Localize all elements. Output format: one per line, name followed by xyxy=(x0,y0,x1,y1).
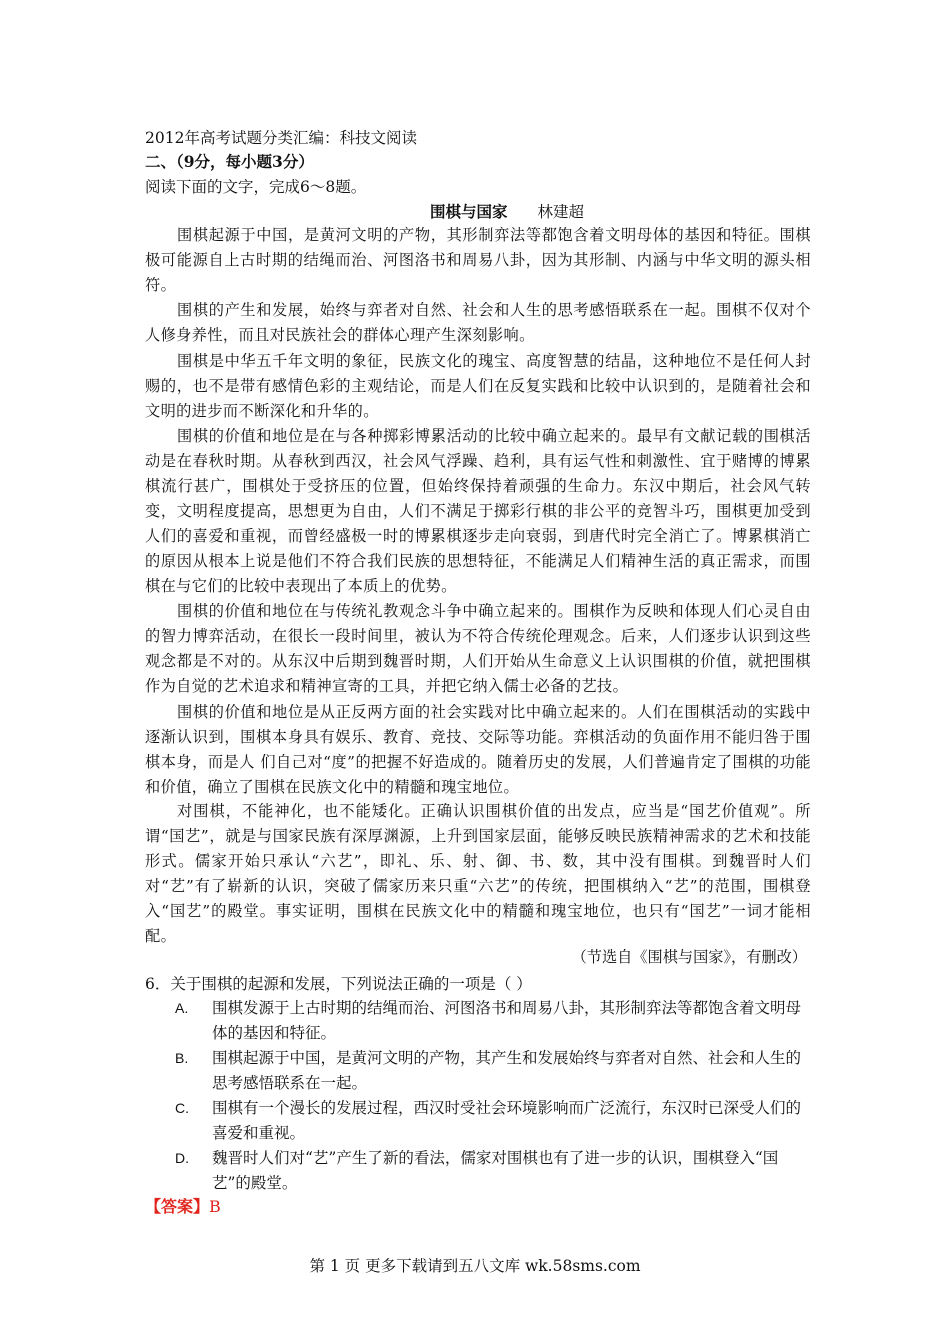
option-letter: B. xyxy=(175,1050,189,1066)
paragraph-6: 围棋的价值和地位是从正反两方面的社会实践对比中确立起来的。人们在围棋活动的实践中逐渐认识到，围棋本身具有娱乐、教育、竞技、交际等功能。弈棋活动的负面作用不能归咎于围棋本身，而是人 们自己对“度”的把握不好造成的。随着历史的发展，人们普遍肯定了围棋的功能和价值，确立了围棋在民族文化中的精髓和瑰宝地位。 xyxy=(145,703,811,796)
article-title-line xyxy=(430,202,584,222)
article-author: 林建超 xyxy=(537,203,585,221)
option-c xyxy=(175,1096,815,1146)
paragraph-1: 围棋起源于中国，是黄河文明的产物，其形制弈法等都饱含着文明母体的基因和特征。围棋极可能源自上古时期的结绳而治、河图洛书和周易八卦，因为其形制、内涵与中华文明的源头相符。 xyxy=(145,226,811,294)
paragraph-3: 围棋是中华五千年文明的象征，民族文化的瑰宝、高度智慧的结晶，这种地位不是任何人封赐的，也不是带有感情色彩的主观结论，而是人们在反复实践和比较中认识到的，是随着社会和文明的进步而不断深化和升华的。 xyxy=(145,352,811,420)
answer-value: B xyxy=(209,1197,221,1216)
option-text: 围棋起源于中国，是黄河文明的产物，其产生和发展始终与弈者对自然、社会和人生的思考感悟联系在一起。 xyxy=(212,1049,802,1092)
option-text: 围棋发源于上古时期的结绳而治、河图洛书和周易八卦，其形制弈法等都饱含着文明母体的基因和特征。 xyxy=(212,999,802,1042)
option-letter: C. xyxy=(175,1100,189,1116)
paragraph-4: 围棋的价值和地位是在与各种掷彩博累活动的比较中确立起来的。最早有文献记载的围棋活动是在春秋时期。从春秋到西汉，社会风气浮躁、趋利，具有运气性和刺激性、宜于赌博的博累棋流行甚广，围棋处于受挤压的位置，但始终保持着顽强的生命力。东汉中期后，社会风气转变，文明程度提高，思想更为自由，人们不满足于掷彩行棋的非公平的竞智斗巧，围棋更加受到人们的喜爱和重视，而曾经盛极一时的博累棋逐步走向衰弱，到唐代时完全消亡了。博累棋消亡的原因从根本上说是他们不符合我们民族的思想特征，不能满足人们精神生活的真正需求，而围棋在与它们的比较中表现出了本质上的优势。 xyxy=(145,427,811,595)
answer-line xyxy=(145,1197,221,1217)
section-heading: 二、（9分，每小题3分） xyxy=(145,152,314,171)
paragraph-5: 围棋的价值和地位在与传统礼教观念斗争中确立起来的。围棋作为反映和体现人们心灵自由的智力博弈活动，在很长一段时间里，被认为不符合传统伦理观念。后来，人们逐步认识到这些观念都是不对的。从东汉中后期到魏晋时期，人们开始从生命意义上认识围棋的价值，就把围棋作为自觉的艺术追求和精神宣寄的工具，并把它纳入儒士必备的艺技。 xyxy=(145,602,811,695)
option-letter: D. xyxy=(175,1150,189,1166)
option-letter: A. xyxy=(175,1000,189,1016)
page-footer: 第 1 页 更多下载请到五八文库 wk.58sms.com xyxy=(309,1257,641,1275)
question-stem: 6．关于围棋的起源和发展，下列说法正确的一项是（ ） xyxy=(145,975,532,993)
paragraph-2: 围棋的产生和发展，始终与弈者对自然、社会和人生的思考感悟联系在一起。围棋不仅对个人修身养性，而且对民族社会的群体心理产生深刻影响。 xyxy=(145,301,811,344)
paragraph-7: 对围棋，不能神化，也不能矮化。正确认识围棋价值的出发点，应当是“国艺价值观”。所谓“国艺”，就是与国家民族有深厚渊源，上升到国家层面，能够反映民族精神需求的艺术和技能形式。儒家开始只承认“六艺”，即礼、乐、射、御、书、数，其中没有围棋。到魏晋时人们对“艺”有了崭新的认识，突破了儒家历来只重“六艺”的传统，把围棋纳入“艺”的范围，围棋登入“国艺”的殿堂。事实证明，围棋在民族文化中的精髓和瑰宝地位，也只有“国艺”一词才能相配。 xyxy=(145,802,811,945)
option-b xyxy=(175,1046,815,1096)
option-text: 围棋有一个漫长的发展过程，西汉时受社会环境影响而广泛流行，东汉时已深受人们的喜爱和重视。 xyxy=(212,1099,802,1142)
answer-label: 【答案】 xyxy=(145,1197,210,1216)
option-d xyxy=(175,1146,815,1196)
option-text: 魏晋时人们对“艺”产生了新的看法，儒家对围棋也有了进一步的认识，围棋登入“国艺”的殿堂。 xyxy=(212,1149,779,1192)
document-header: 2012年高考试题分类汇编：科技文阅读 xyxy=(145,129,417,147)
source-note: （节选自《围棋与国家》，有删改） xyxy=(571,948,807,966)
option-a xyxy=(175,996,815,1046)
article-title: 围棋与国家 xyxy=(430,202,508,221)
instruction: 阅读下面的文字，完成6～8题。 xyxy=(145,178,367,196)
